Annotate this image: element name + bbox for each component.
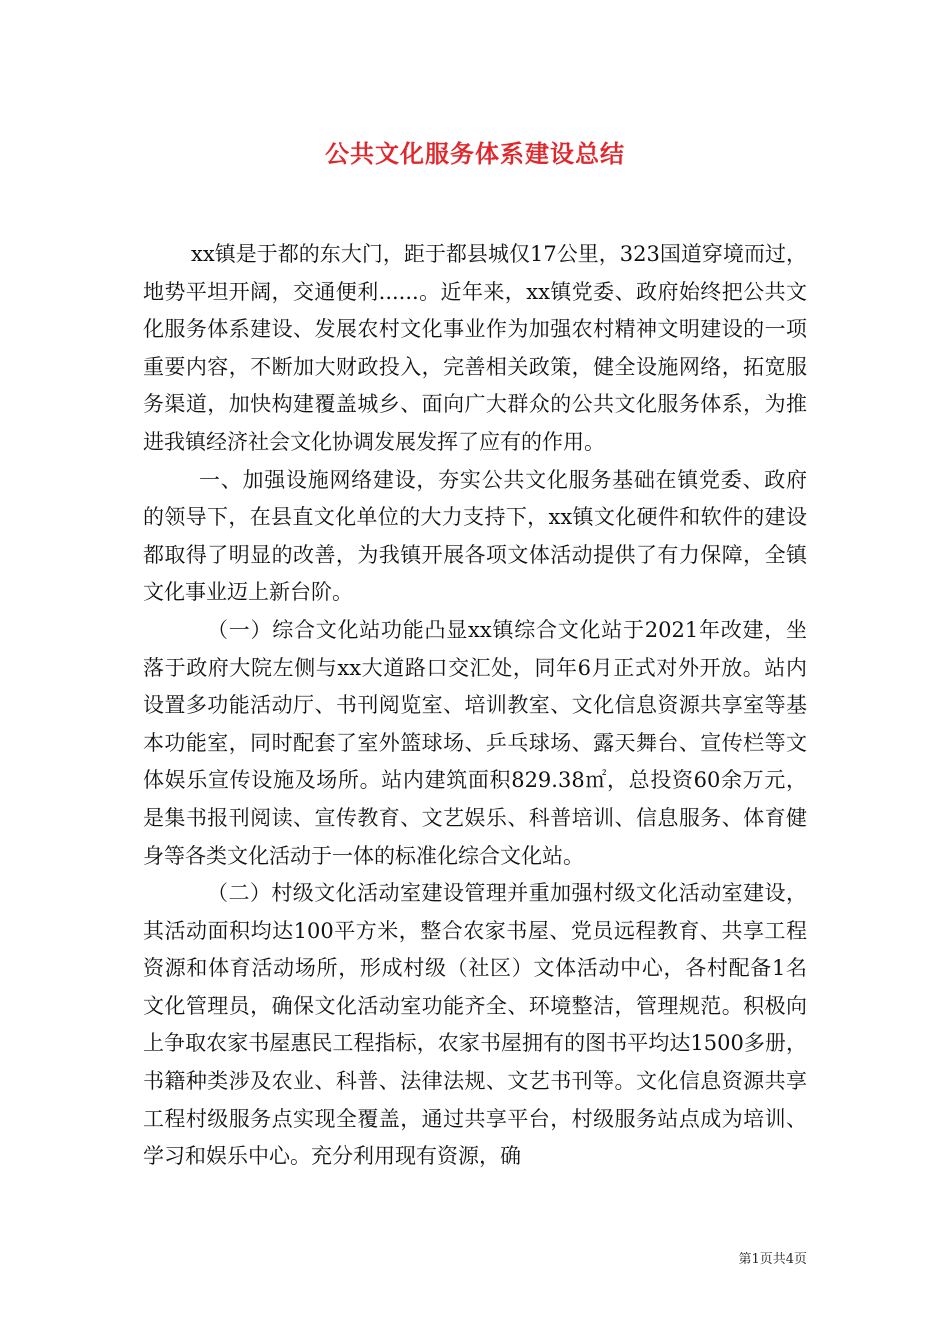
page-number: 第1页共4页 bbox=[738, 1252, 807, 1267]
paragraph-subsection-2: （二）村级文化活动室建设管理并重加强村级文化活动室建设，其活动面积均达100平方米，整合农家书屋、党员远程教育、共享工程资源和体育活动场所，形成村级（社区）文体活动中心，各村配备1名文化管理员，确保文化活动室功能齐全、环境整洁，管理规范。积极向上争取农家书屋惠民工程指标，农家书屋拥有的图书平均达1500多册，书籍种类涉及农业、科普、法律法规、文艺书刊等。文化信息资源共享工程村级服务点实现全覆盖，通过共享平台，村级服务站点成为培训、学习和娱乐中心。充分利用现有资源，确 bbox=[143, 881, 807, 1169]
document-body bbox=[143, 236, 807, 1176]
paragraph-subsection-1: （一）综合文化站功能凸显xx镇综合文化站于2021年改建，坐落于政府大院左侧与xx大道路口交汇处，同年6月正式对外开放。站内设置多功能活动厅、书刊阅览室、培训教室、文化信息资源共享室等基本功能室，同时配套了室外篮球场、乒乓球场、露天舞台、宣传栏等文体娱乐宣传设施及场所。站内建筑面积829.38㎡，总投资60余万元，是集书报刊阅读、宣传教育、文艺娱乐、科普培训、信息服务、体育健身等各类文化活动于一体的标准化综合文化站。 bbox=[143, 617, 807, 868]
paragraph-intro: xx镇是于都的东大门，距于都县城仅17公里，323国道穿境而过，地势平坦开阔，交通便利......。近年来，xx镇党委、政府始终把公共文化服务体系建设、发展农村文化事业作为加强农村精神文明建设的一项重要内容，不断加大财政投入，完善相关政策，健全设施网络，拓宽服务渠道，加快构建覆盖城乡、面向广大群众的公共文化服务体系，为推进我镇经济社会文化协调发展发挥了应有的作用。 bbox=[143, 242, 807, 454]
document-title: 公共文化服务体系建设总结 bbox=[325, 139, 625, 168]
paragraph-section-1: 一、加强设施网络建设，夯实公共文化服务基础在镇党委、政府的领导下，在县直文化单位的大力支持下，xx镇文化硬件和软件的建设都取得了明显的改善，为我镇开展各项文体活动提供了有力保障，全镇文化事业迈上新台阶。 bbox=[143, 467, 807, 605]
